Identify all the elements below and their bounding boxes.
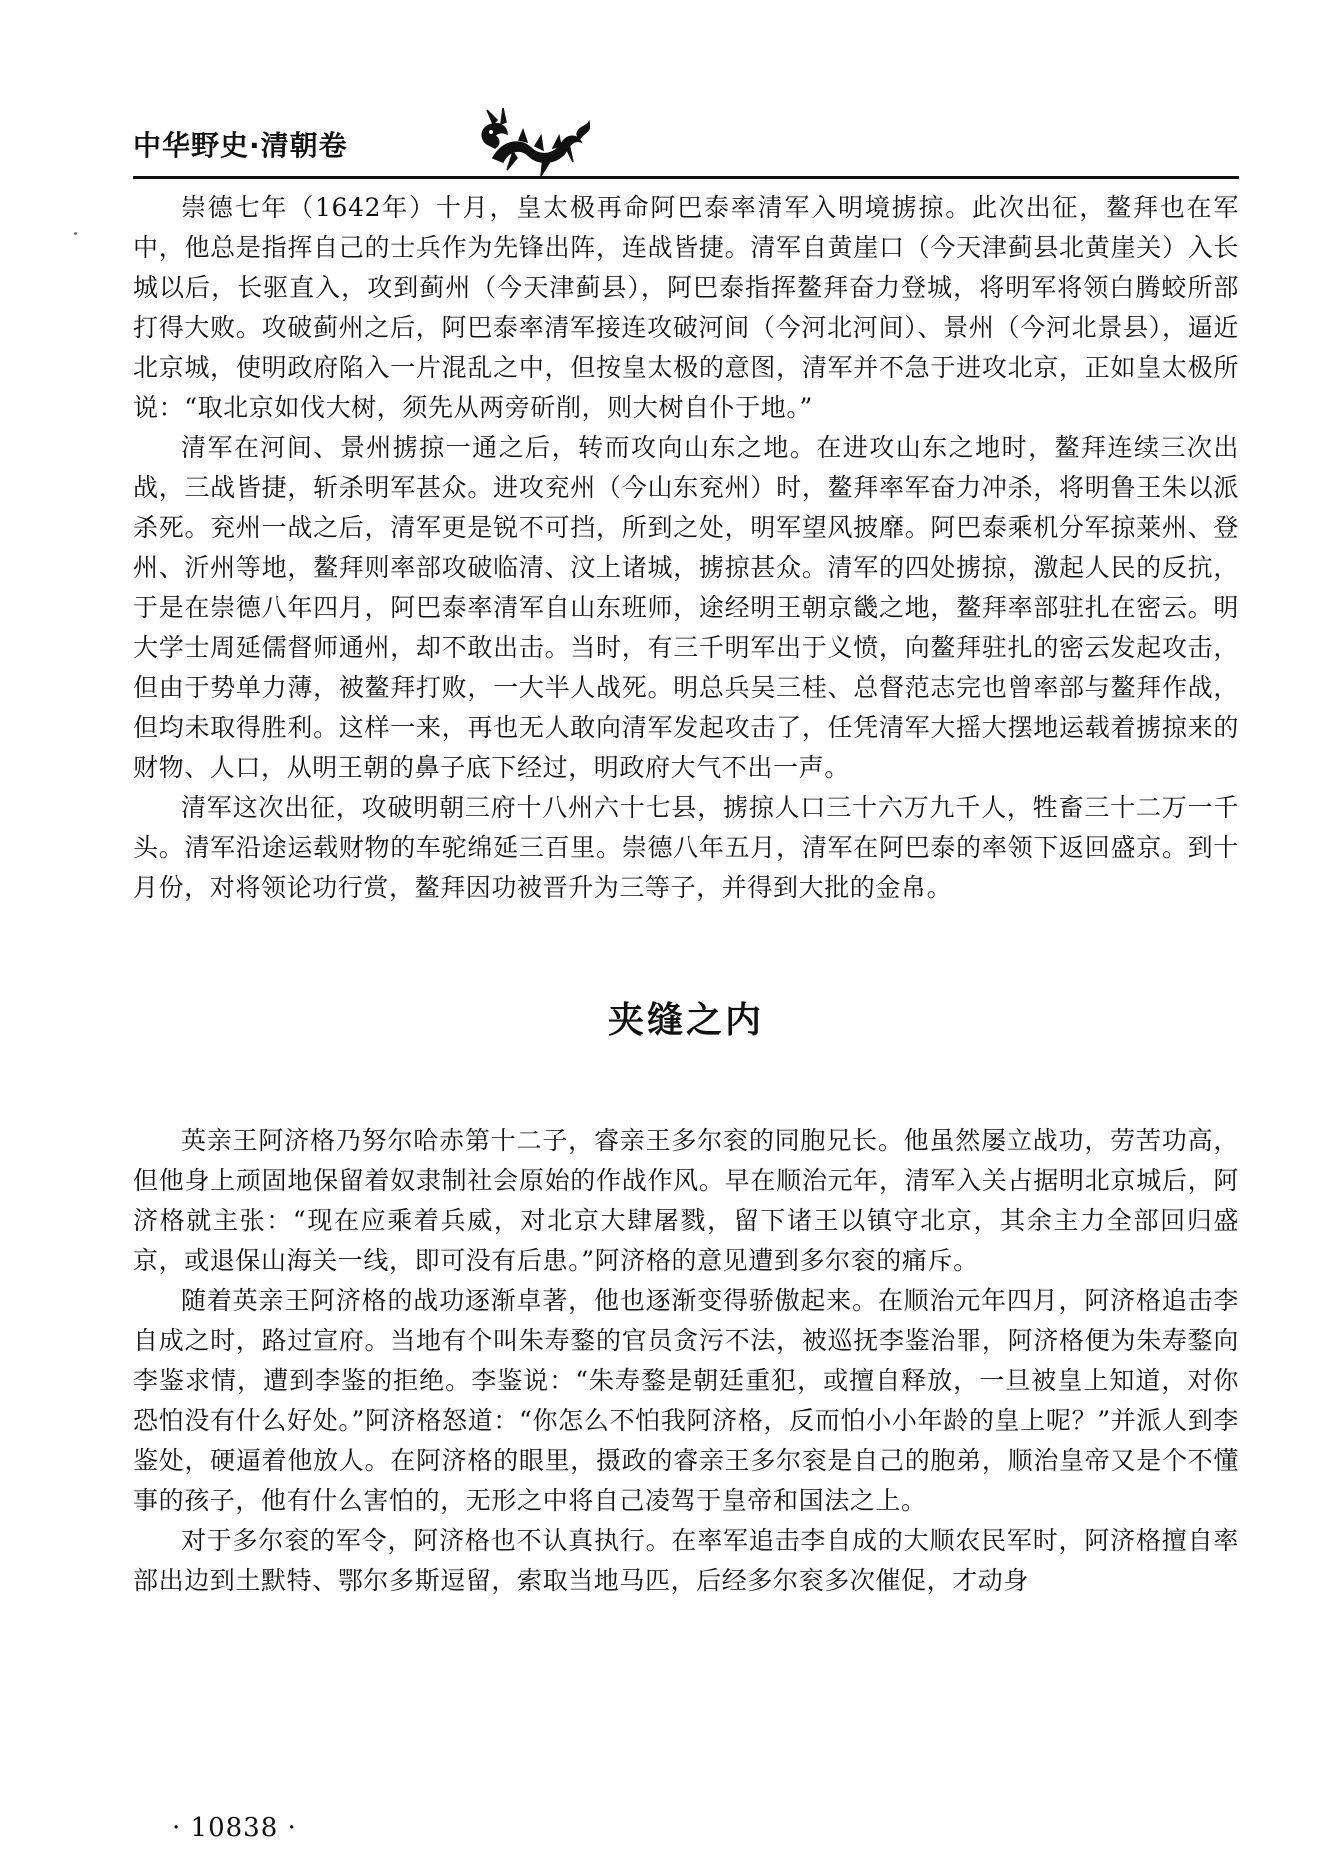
dragon-icon — [473, 100, 593, 180]
paragraph: 清军这次出征，攻破明朝三府十八州六十七县，掳掠人口三十六万九千人，牲畜三十二万一千头。清军沿途运载财物的车驼绵延三百里。崇德八年五月，清军在阿巴泰的率领下返回盛京。到十月份，对将领论功行赏，鳌拜因功被晋升为三等子，并得到大批的金帛。 — [133, 793, 1239, 902]
scan-speck — [74, 232, 77, 235]
paragraph: 对于多尔衮的军令，阿济格也不认真执行。在率军追击李自成的大顺农民军时，阿济格擅自率部出边到土默特、鄂尔多斯逗留，索取当地马匹，后经多尔衮多次催促，才动身 — [133, 1526, 1239, 1595]
running-title: 中华野史·清朝卷 — [133, 129, 348, 162]
page-number: · 10838 · — [172, 1813, 297, 1843]
paragraph: 随着英亲王阿济格的战功逐渐卓著，他也逐渐变得骄傲起来。在顺治元年四月，阿济格追击李自成之时，路过宣府。当地有个叫朱寿鍪的官员贪污不法，被巡抚李鉴治罪，阿济格便为朱寿鍪向李鉴求情，遭到李鉴的拒绝。李鉴说：“朱寿鍪是朝廷重犯，或擅自释放，一旦被皇上知道，对你恐怕没有什么好处。”阿济格怒道：“你怎么不怕我阿济格，反而怕小小年龄的皇上呢？”并派人到李鉴处，硬逼着他放人。在阿济格的眼里，摄政的睿亲王多尔衮是自己的胞弟，顺治皇帝又是个不懂事的孩子，他有什么害怕的，无形之中将自己凌驾于皇帝和国法之上。 — [133, 1286, 1239, 1515]
paragraph: 英亲王阿济格乃努尔哈赤第十二子，睿亲王多尔衮的同胞兄长。他虽然屡立战功，劳苦功高，但他身上顽固地保留着奴隶制社会原始的作战作风。早在顺治元年，清军入关占据明北京城后，阿济格就主张：“现在应乘着兵威，对北京大肆屠戮，留下诸王以镇守北京，其余主力全部回归盛京，或退保山海关一线，即可没有后患。”阿济格的意见遭到多尔衮的痛斥。 — [133, 1126, 1239, 1275]
header-rule — [133, 176, 1239, 179]
article-body — [133, 188, 1239, 1601]
section-heading: 夹缝之内 — [607, 1000, 764, 1041]
paragraph: 清军在河间、景州掳掠一通之后，转而攻向山东之地。在进攻山东之地时，鳌拜连续三次出战，三战皆捷，斩杀明军甚众。进攻兖州（今山东兖州）时，鳌拜率军奋力冲杀，将明鲁王朱以派杀死。兖州一战之后，清军更是锐不可挡，所到之处，明军望风披靡。阿巴泰乘机分军掠莱州、登州、沂州等地，鳌拜则率部攻破临清、汶上诸城，掳掠甚众。清军的四处掳掠，激起人民的反抗，于是在崇德八年四月，阿巴泰率清军自山东班师，途经明王朝京畿之地，鳌拜率部驻扎在密云。明大学士周延儒督师通州，却不敢出击。当时，有三千明军出于义愤，向鳌拜驻扎的密云发起攻击，但由于势单力薄，被鳌拜打败，一大半人战死。明总兵吴三桂、总督范志完也曾率部与鳌拜作战，但均未取得胜利。这样一来，再也无人敢向清军发起攻击了，任凭清军大摇大摆地运载着掳掠来的财物、人口，从明王朝的鼻子底下经过，明政府大气不出一声。 — [133, 433, 1239, 782]
page-header — [133, 100, 1239, 175]
paragraph: 崇德七年（1642年）十月，皇太极再命阿巴泰率清军入明境掳掠。此次出征，鳌拜也在军中，他总是指挥自己的士兵作为先锋出阵，连战皆捷。清军自黄崖口（今天津蓟县北黄崖关）入长城以后，长驱直入，攻到蓟州（今天津蓟县），阿巴泰指挥鳌拜奋力登城，将明军将领白腾蛟所部打得大败。攻破蓟州之后，阿巴泰率清军接连攻破河间（今河北河间）、景州（今河北景县），逼近北京城，使明政府陷入一片混乱之中，但按皇太极的意图，清军并不急于进攻北京，正如皇太极所说：“取北京如伐大树，须先从两旁斫削，则大树自仆于地。” — [133, 193, 1239, 422]
